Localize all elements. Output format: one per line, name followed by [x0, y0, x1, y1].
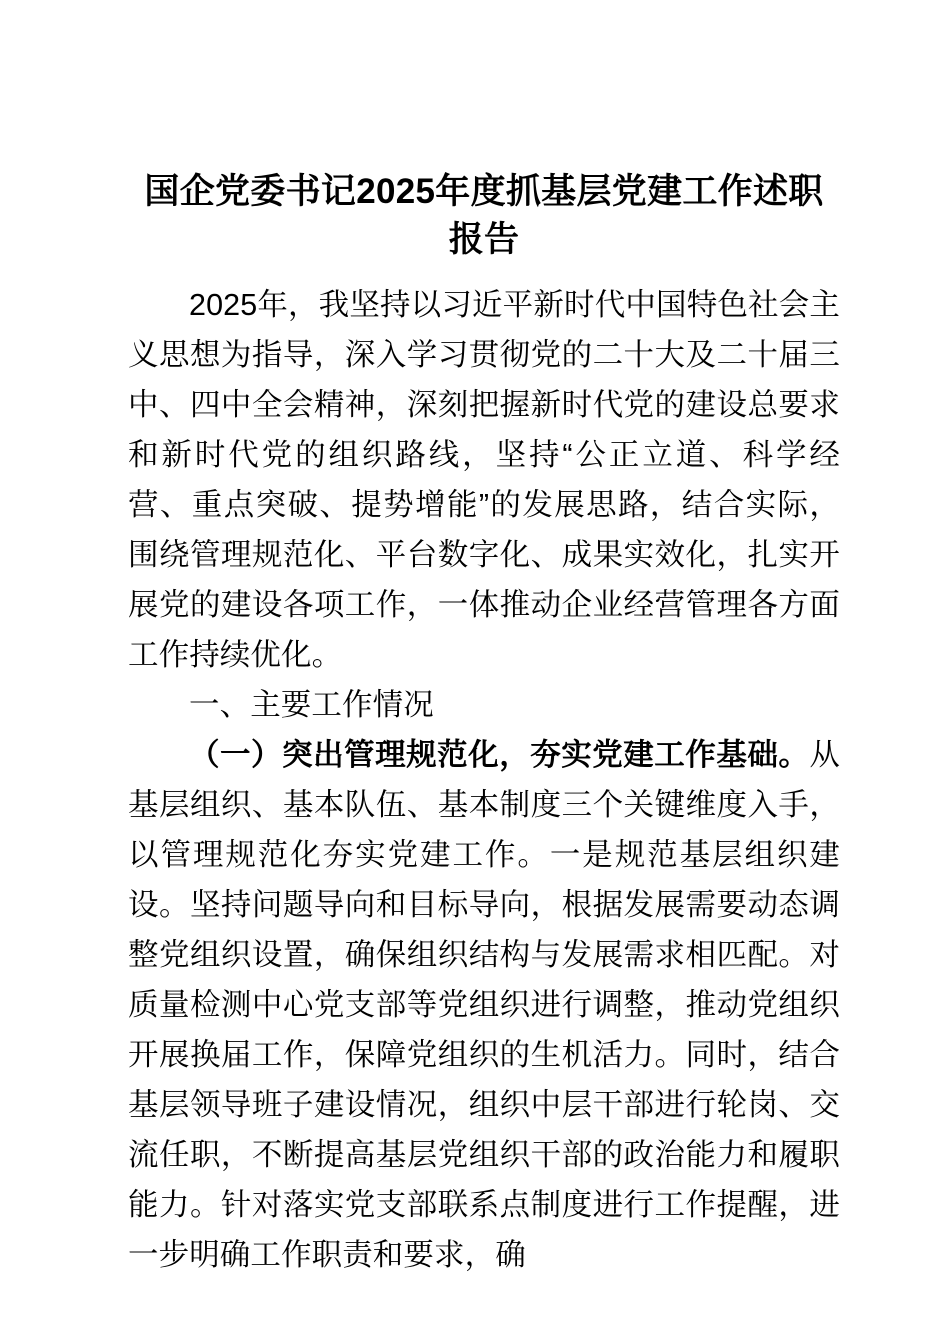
- paragraph-opening: 2025年，我坚持以习近平新时代中国特色社会主义思想为指导，深入学习贯彻党的二十大及二十届三中、四中全会精神，深刻把握新时代党的建设总要求和新时代党的组织路线，坚持“公正立道、科学经营、重点突破、提势增能”的发展思路，结合实际，围绕管理规范化、平台数字化、成果实效化，扎实开展党的建设各项工作，一体推动企业经营管理各方面工作持续优化。: [128, 288, 840, 672]
- document-body: [128, 168, 840, 1280]
- section-heading-main-work: 一、主要工作情况: [189, 688, 434, 722]
- paragraph-subsection-one: [128, 730, 840, 1280]
- document-title: 国企党委书记2025年度抓基层党建工作述职报告: [144, 172, 824, 259]
- subsection-one-bold-lead: （一）突出管理规范化，夯实党建工作基础。: [189, 738, 810, 772]
- subsection-one-body: 从基层组织、基本队伍、基本制度三个关键维度入手，以管理规范化夯实党建工作。一是规范基层组织建设。坚持问题导向和目标导向，根据发展需要动态调整党组织设置，确保组织结构与发展需求相匹配。对质量检测中心党支部等党组织进行调整，推动党组织开展换届工作，保障党组织的生机活力。同时，结合基层领导班子建设情况，组织中层干部进行轮岗、交流任职，不断提高基层党组织干部的政治能力和履职能力。针对落实党支部联系点制度进行工作提醒，进一步明确工作职责和要求，确: [128, 738, 840, 1272]
